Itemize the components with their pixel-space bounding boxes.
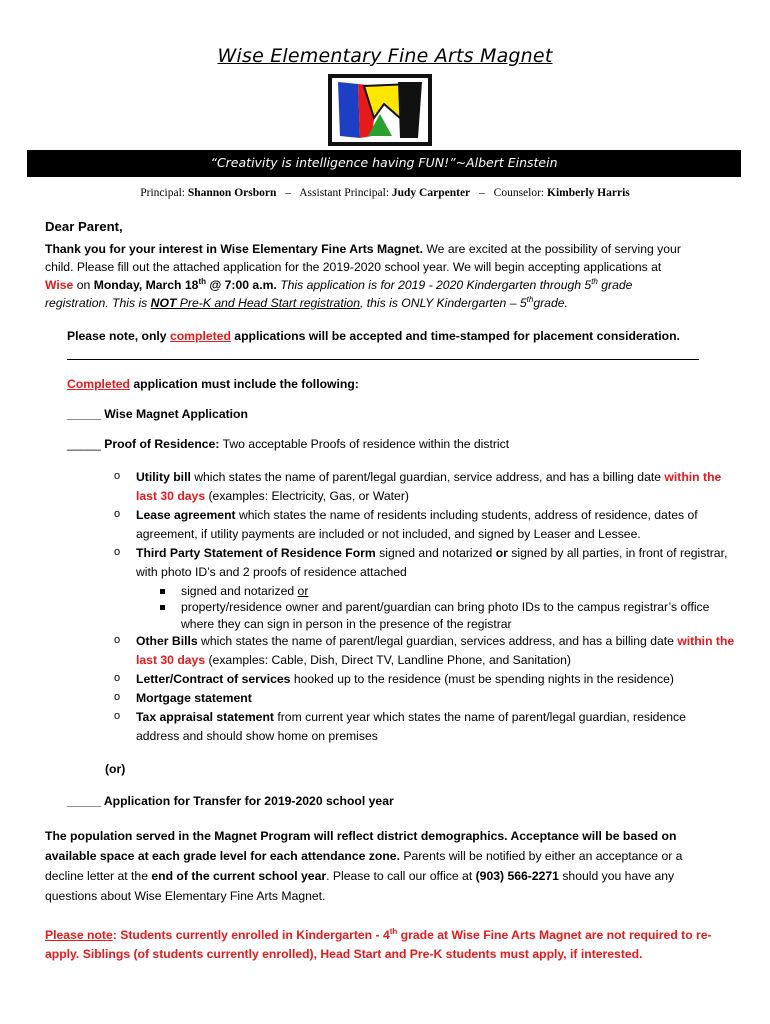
- third-party-line-2: with photo ID’s and 2 proofs of residence attached: [136, 565, 407, 579]
- divider: [67, 359, 699, 360]
- lease-line-2: agreement, if utility payments are included or not included, and signed by Leaser and Lessee.: [136, 527, 641, 541]
- utility-bill-line-2: last 30 days (examples: Electricity, Gas, or Water): [136, 489, 409, 503]
- other-bills-line-1: Other Bills which states the name of parent/legal guardian, services address, and has a billing date within the: [136, 634, 735, 648]
- requirement-magnet-application: _____ Wise Magnet Application: [67, 407, 248, 421]
- assistant-label: Assistant Principal:: [299, 187, 390, 199]
- or-label: (or): [105, 762, 126, 776]
- third-party-line-1: Third Party Statement of Residence Form signed and notarized or signed by all parties, in front of registrar,: [136, 546, 728, 560]
- intro-line-4: registration. This is NOT Pre-K and Head Start registration, this is ONLY Kindergarten – 5thgrade.: [45, 294, 568, 310]
- bullet-icon: o: [114, 710, 121, 722]
- intro-line-1: Thank you for your interest in Wise Elementary Fine Arts Magnet. We are excited at the possibility of serving your: [45, 242, 681, 256]
- bullet-icon: o: [114, 470, 121, 482]
- page-title: Wise Elementary Fine Arts Magnet: [217, 45, 553, 67]
- other-bills-line-2: last 30 days (examples: Cable, Dish, Direct TV, Landline Phone, and Sanitation): [136, 653, 571, 667]
- quote-banner: “Creativity is intelligence having FUN!”~Albert Einstein: [27, 150, 741, 177]
- staff-line: [0, 187, 770, 199]
- closing-line-1: The population served in the Magnet Program will reflect district demographics. Acceptance will be based on: [45, 829, 677, 843]
- principal-label: Principal:: [140, 187, 185, 199]
- completed-note: Please note, only completed applications will be accepted and time-stamped for placement consideration.: [67, 329, 680, 343]
- greeting: Dear Parent,: [45, 219, 123, 234]
- closing-line-2: available space at each grade level for each attendance zone. Parents will be notified by either an acceptance or a: [45, 849, 683, 863]
- sub-bullet-owner-line-1: property/residence owner and parent/guardian can bring photo IDs to the campus registrar’s office: [181, 600, 710, 614]
- final-note-line-2: apply. Siblings (of students currently enrolled), Head Start and Pre-K students must apply, if interested.: [45, 947, 643, 961]
- closing-line-3: decline letter at the end of the current school year. Please to call our office at (903) 566-2271 should you have any: [45, 869, 675, 883]
- intro-line-3: Wise on Monday, March 18th @ 7:00 a.m. This application is for 2019 - 2020 Kindergarten through 5th grade: [45, 276, 633, 292]
- tax-line-2: address and should show home on premises: [136, 729, 378, 743]
- requirements-heading: Completed application must include the following:: [67, 377, 359, 391]
- principal-name: Shannon Orsborn: [187, 187, 277, 199]
- bullet-icon: o: [114, 508, 121, 520]
- sub-bullet-notarized: signed and notarized or: [181, 584, 309, 598]
- separator: –: [479, 187, 485, 199]
- requirement-transfer-application: _____ Application for Transfer for 2019-2020 school year: [67, 794, 394, 808]
- bullet-icon: o: [114, 672, 121, 684]
- sub-bullet-owner-line-2: where they can sign in person in the presence of the registrar: [181, 617, 512, 631]
- tax-line-1: Tax appraisal statement from current year which states the name of parent/legal guardian, residence: [136, 710, 686, 724]
- bullet-icon: o: [114, 546, 121, 558]
- logo-blue-bar: [338, 82, 360, 138]
- closing-line-4: questions about Wise Elementary Fine Arts Magnet.: [45, 889, 326, 903]
- mortgage-line: Mortgage statement: [136, 691, 252, 705]
- lease-line-1: Lease agreement which states the name of residents including students, address of residence, dates of: [136, 508, 698, 522]
- school-logo: [328, 74, 432, 146]
- assistant-name: Judy Carpenter: [391, 187, 471, 199]
- logo-black-bar: [398, 82, 422, 138]
- counselor-name: Kimberly Harris: [547, 187, 630, 199]
- requirement-proof-of-residence: _____ Proof of Residence: Two acceptable Proofs of residence within the district: [67, 437, 510, 451]
- utility-bill-line-1: Utility bill which states the name of parent/legal guardian, service address, and has a billing date within the: [136, 470, 722, 484]
- intro-line-2: child. Please fill out the attached application for the 2019-2020 school year. We will begin accepting applications at: [45, 260, 662, 274]
- bullet-icon: o: [114, 691, 121, 703]
- bullet-icon: o: [114, 634, 121, 646]
- counselor-label: Counselor:: [493, 187, 545, 199]
- letter-contract-line: Letter/Contract of services hooked up to the residence (must be spending nights in the residence): [136, 672, 674, 686]
- separator: –: [285, 187, 291, 199]
- square-bullet-icon: [160, 589, 165, 594]
- square-bullet-icon: [160, 605, 165, 610]
- final-note-line-1: Please note: Students currently enrolled in Kindergarten - 4th grade at Wise Fine Arts Magnet are not required to re-: [45, 926, 712, 942]
